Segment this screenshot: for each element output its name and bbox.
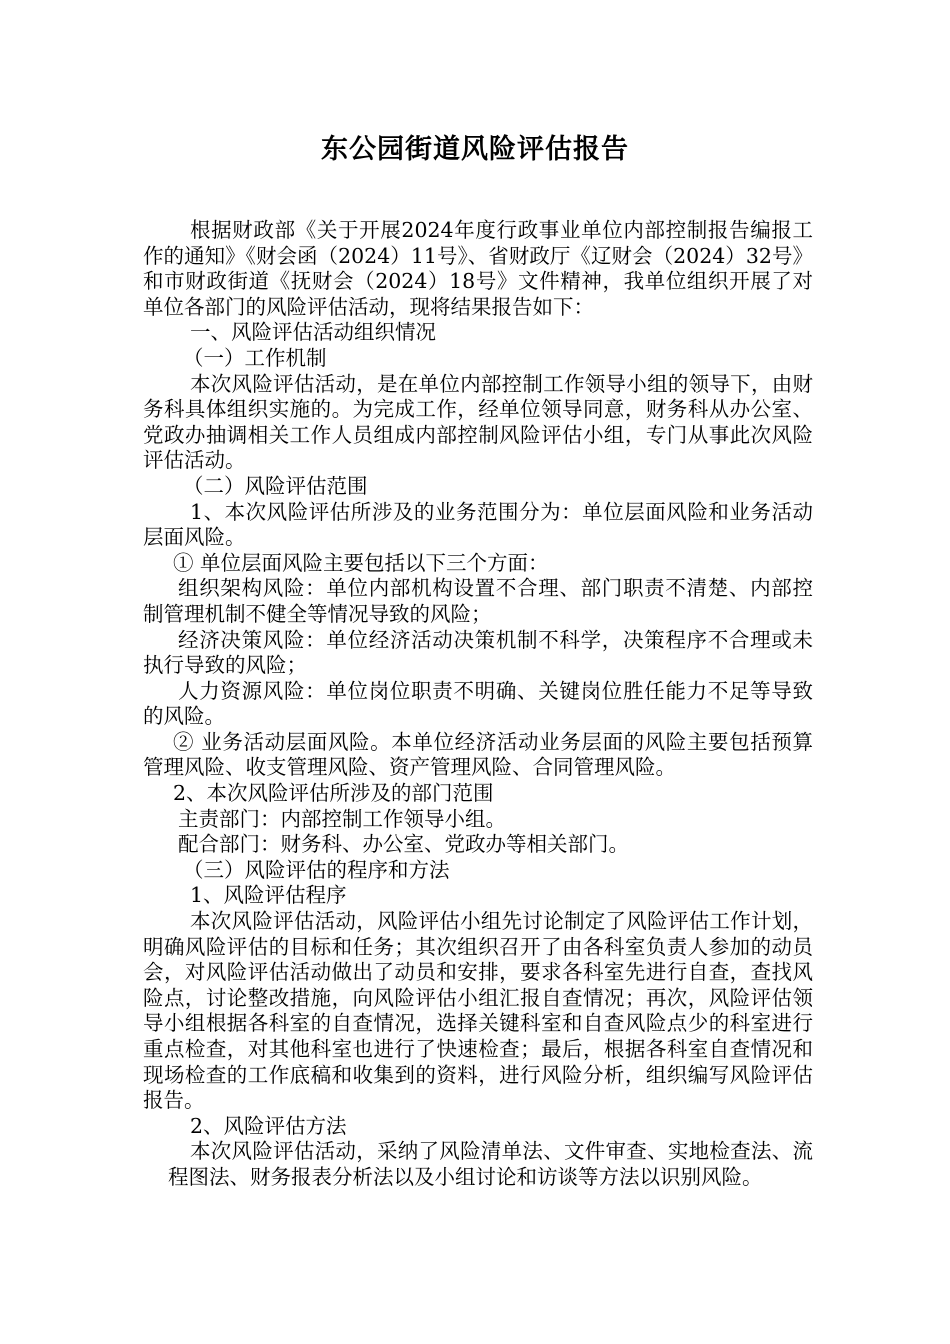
paragraph-unit-level-risk: ① 单位层面风险主要包括以下三个方面： xyxy=(173,550,549,575)
paragraph-economic-decision-risk: 经济决策风险：单位经济活动决策机制不科学，决策程序不合理或未执行导致的风险； xyxy=(143,627,813,678)
paragraph-lead-department: 主责部门：内部控制工作领导小组。 xyxy=(178,806,506,831)
subsection-heading-work-mechanism: （一）工作机制 xyxy=(183,345,327,370)
subsection-heading-procedure-method: （三）风险评估的程序和方法 xyxy=(183,857,450,882)
paragraph-business-level-risk: ② 业务活动层面风险。本单位经济活动业务层面的风险主要包括预算管理风险、收支管理风险、资产管理风险、合同管理风险。 xyxy=(143,729,813,780)
document-body xyxy=(143,218,813,1191)
heading-procedure: 1、风险评估程序 xyxy=(190,883,347,908)
paragraph-method: 本次风险评估活动，采纳了风险清单法、文件审查、实地检查法、流程图法、财务报表分析法以及小组讨论和访谈等方法以识别风险。 xyxy=(168,1139,813,1189)
document-title: 东公园街道风险评估报告 xyxy=(321,134,629,165)
paragraph-work-mechanism: 本次风险评估活动，是在单位内部控制工作领导小组的领导下，由财务科具体组织实施的。为完成工作，经单位领导同意，财务科从办公室、党政办抽调相关工作人员组成内部控制风险评估小组，专门从事此次风险评估活动。 xyxy=(143,371,813,473)
paragraph-org-structure-risk: 组织架构风险：单位内部机构设置不合理、部门职责不清楚、内部控制管理机制不健全等情况导致的风险； xyxy=(143,576,813,626)
paragraph-procedure: 本次风险评估活动，风险评估小组先讨论制定了风险评估工作计划，明确风险评估的目标和任务；其次组织召开了由各科室负责人参加的动员会，对风险评估活动做出了动员和安排，要求各科室先进行自查，查找风险点，讨论整改措施，向风险评估小组汇报自查情况；再次，风险评估领导小组根据各科室的自查情况，选择关键科室和自查风险点少的科室进行重点检查，对其他科室也进行了快速检查；最后，根据各科室自查情况和现场检查的工作底稿和收集到的资料，进行风险分析，组织编写风险评估报告。 xyxy=(143,909,813,1113)
heading-method: 2、风险评估方法 xyxy=(190,1113,347,1138)
subsection-heading-scope: （二）风险评估范围 xyxy=(183,473,368,498)
paragraph-business-scope: 1、本次风险评估所涉及的业务范围分为：单位层面风险和业务活动层面风险。 xyxy=(143,499,813,550)
paragraph-hr-risk: 人力资源风险：单位岗位职责不明确、关键岗位胜任能力不足等导致的风险。 xyxy=(143,678,813,729)
paragraph-department-scope: 2、本次风险评估所涉及的部门范围 xyxy=(173,781,494,806)
section-heading-1: 一、风险评估活动组织情况 xyxy=(190,320,436,345)
paragraph-cooperating-departments: 配合部门：财务科、办公室、党政办等相关部门。 xyxy=(178,832,629,857)
intro-paragraph: 根据财政部《关于开展2024年度行政事业单位内部控制报告编报工作的通知》《财会函（2024）11号》、省财政厅《辽财会（2024）32号》和市财政街道《抚财会（2024）18号》文件精神，我单位组织开展了对单位各部门的风险评估活动，现将结果报告如下： xyxy=(143,218,813,319)
